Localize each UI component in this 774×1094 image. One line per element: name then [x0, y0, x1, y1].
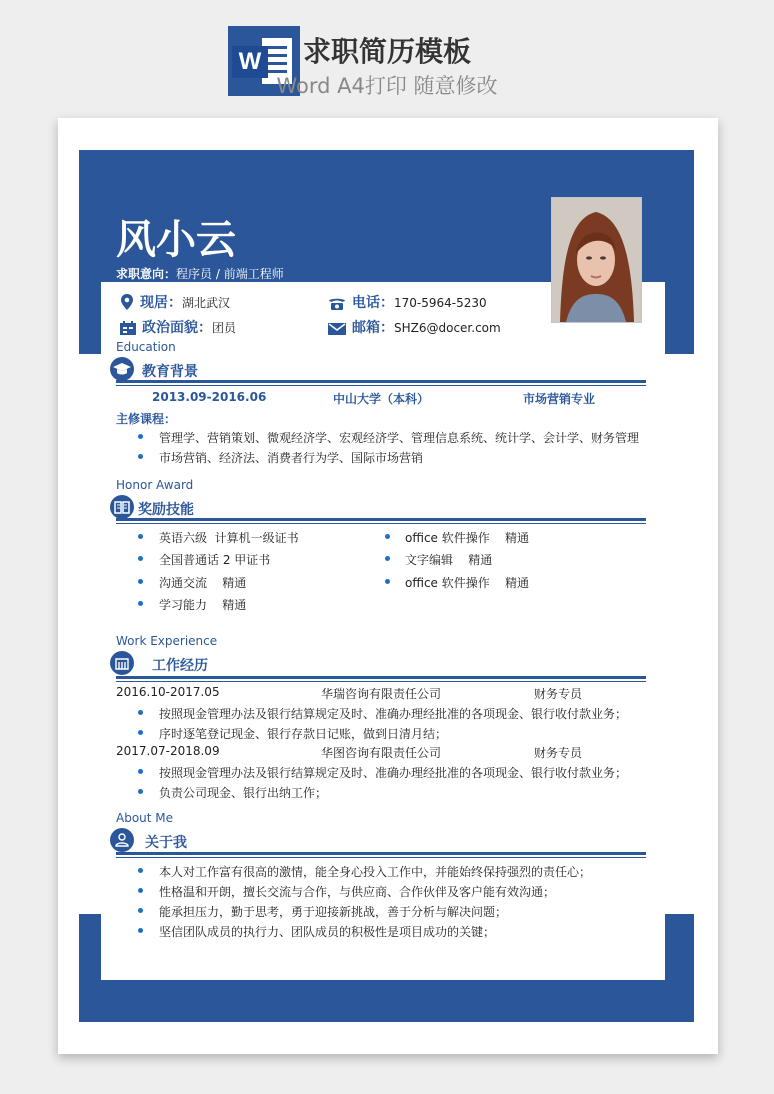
bullet — [138, 601, 143, 606]
work-divider — [116, 676, 646, 679]
education-period: 2013.09-2016.06 — [152, 390, 267, 404]
courses-line-2: 市场营销、经济法、消费者行为学、国际市场营销 — [159, 451, 424, 465]
job-2-position: 财务专员 — [534, 746, 583, 760]
job-intent-value: 程序员 / 前端工程师 — [176, 267, 284, 281]
honor-title: 奖励技能 — [138, 502, 194, 518]
about-item-2: 性格温和开朗，擅长交流与合作，与供应商、合作伙伴及客户能有效沟通； — [159, 885, 556, 899]
graduation-cap-icon — [110, 357, 134, 381]
education-en-label: Education — [116, 340, 176, 354]
bullet — [138, 534, 143, 539]
right-band-top — [665, 282, 694, 354]
bullet — [138, 556, 143, 561]
work-en-label: Work Experience — [116, 634, 218, 648]
profile-photo — [551, 197, 642, 323]
template-title: 求职简历模板 — [302, 35, 471, 68]
honor-left-1: 英语六级 计算机一级证书 — [159, 531, 299, 545]
template-subtitle: Word A4打印 随意修改 — [276, 74, 498, 98]
job-2-company: 华图咨询有限责任公司 — [321, 746, 442, 760]
job-2-duty-1: 按照现金管理办法及银行结算规定及时、准确办理经批准的各项现金、银行收付款业务； — [159, 766, 628, 780]
bullet — [138, 434, 143, 439]
education-divider — [116, 380, 646, 383]
job-intent — [116, 265, 284, 282]
honor-left-4: 学习能力 精通 — [159, 598, 247, 612]
location-label: 现居： — [140, 295, 182, 311]
about-divider — [116, 852, 646, 855]
word-letter: W — [232, 46, 268, 78]
courses-line-1: 管理学、营销策划、微观经济学、宏观经济学、管理信息系统、统计学、会计学、财务管理 — [159, 431, 640, 445]
left-band-top — [79, 282, 101, 354]
phone-icon — [328, 296, 346, 310]
about-item-3: 能承担压力，勤于思考，勇于迎接新挑战，善于分析与解决问题； — [159, 905, 508, 919]
about-title: 关于我 — [145, 835, 187, 851]
bullet — [138, 710, 143, 715]
bullet — [138, 888, 143, 893]
phone-value: 170-5964-5230 — [394, 296, 487, 310]
bottom-banner — [79, 980, 694, 1022]
education-divider-thin — [116, 385, 646, 386]
honor-left-2: 全国普通话 2 甲证书 — [159, 553, 271, 567]
job-2-duty-2: 负责公司现金、银行出纳工作； — [159, 786, 328, 800]
bullet — [385, 534, 390, 539]
job-1-position: 财务专员 — [534, 687, 583, 701]
building-icon — [110, 651, 134, 675]
email-label: 邮箱： — [352, 320, 394, 336]
work-divider-thin — [116, 681, 646, 682]
bullet — [138, 908, 143, 913]
bullet — [138, 730, 143, 735]
location-pin-icon — [120, 294, 134, 310]
honor-en-label: Honor Award — [116, 478, 194, 492]
email-value: SHZ6@docer.com — [394, 321, 501, 335]
bullet — [138, 868, 143, 873]
info-location — [120, 292, 230, 312]
job-intent-label: 求职意向： — [116, 267, 177, 281]
courses-label: 主修课程： — [116, 412, 177, 426]
job-1-company: 华瑞咨询有限责任公司 — [321, 687, 442, 701]
bullet — [138, 769, 143, 774]
bullet — [138, 928, 143, 933]
phone-label: 电话： — [352, 295, 394, 311]
bullet — [138, 454, 143, 459]
honor-right-1: office 软件操作 精通 — [405, 531, 529, 545]
politics-value: 团员 — [212, 321, 237, 335]
about-divider-thin — [116, 857, 646, 858]
politics-label: 政治面貌： — [142, 320, 212, 336]
job-1-period: 2016.10-2017.05 — [116, 685, 220, 699]
job-2-period: 2017.07-2018.09 — [116, 744, 220, 758]
bullet — [138, 579, 143, 584]
honor-divider-thin — [116, 523, 646, 524]
honor-divider — [116, 518, 646, 521]
bullet — [385, 579, 390, 584]
education-major: 市场营销专业 — [523, 392, 596, 406]
location-value: 湖北武汉 — [182, 296, 231, 310]
bullet — [385, 556, 390, 561]
job-1-duty-2: 序时逐笔登记现金、银行存款日记账，做到日清月结； — [159, 727, 448, 741]
about-en-label: About Me — [116, 811, 174, 825]
honor-right-3: office 软件操作 精通 — [405, 576, 529, 590]
info-email — [328, 317, 501, 337]
about-item-4: 坚信团队成员的执行力、团队成员的积极性是项目成功的关键； — [159, 925, 496, 939]
honor-right-2: 文字编辑 精通 — [405, 553, 493, 567]
mail-icon — [328, 323, 346, 335]
info-phone — [328, 292, 487, 312]
book-icon — [110, 495, 134, 519]
info-politics — [120, 317, 236, 337]
education-school: 中山大学（本科） — [333, 392, 430, 406]
education-title: 教育背景 — [142, 364, 198, 380]
job-1-duty-1: 按照现金管理办法及银行结算规定及时、准确办理经批准的各项现金、银行收付款业务； — [159, 707, 628, 721]
candidate-name: 风小云 — [116, 217, 236, 263]
person-icon — [110, 828, 134, 852]
bullet — [138, 789, 143, 794]
work-title: 工作经历 — [152, 658, 208, 674]
honor-left-3: 沟通交流 精通 — [159, 576, 247, 590]
about-item-1: 本人对工作富有很高的激情，能全身心投入工作中，并能始终保持强烈的责任心； — [159, 865, 592, 879]
id-card-icon — [120, 321, 136, 335]
